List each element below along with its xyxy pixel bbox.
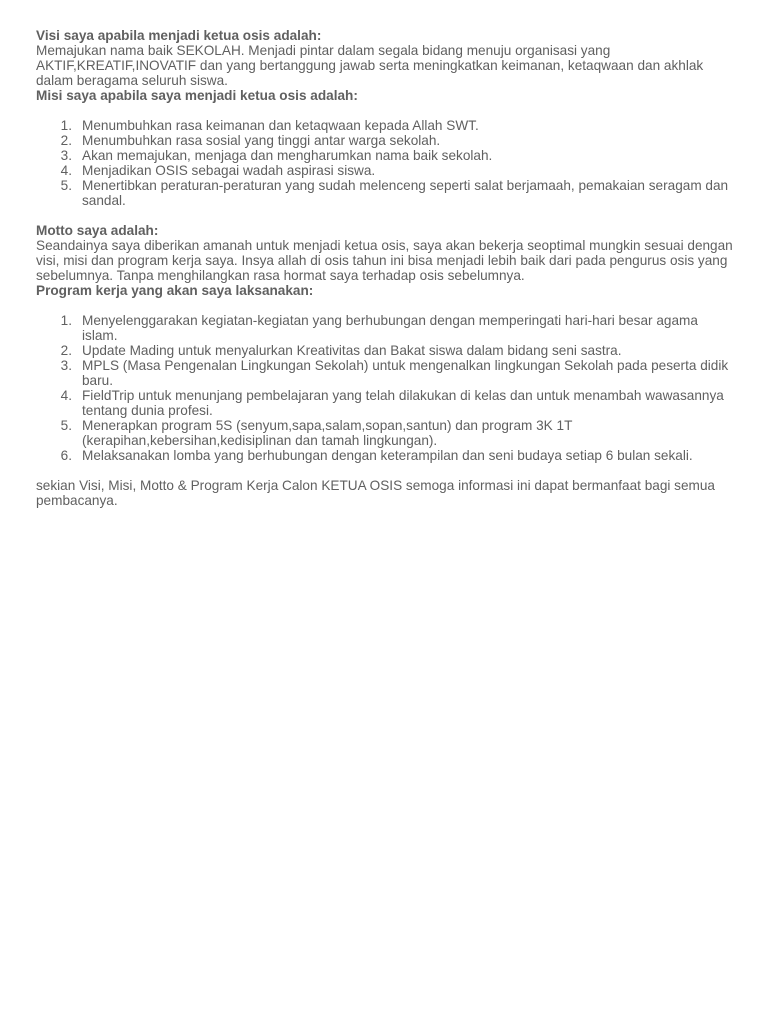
document-page <box>36 28 736 508</box>
list-number: 3. <box>60 148 72 163</box>
program-item <box>36 388 736 418</box>
misi-item <box>36 148 736 163</box>
visi-text: Memajukan nama baik SEKOLAH. Menjadi pintar dalam segala bidang menuju organisasi yang AKTIF,KREATIF,INOVATIF dan yang bertanggung jawab serta meningkatkan keimanan, ketaqwaan dan akhlak dalam beragama seluruh siswa. <box>36 43 704 88</box>
motto-heading: Motto saya adalah: <box>36 223 159 238</box>
list-item-text: Update Mading untuk menyalurkan Kreativitas dan Bakat siswa dalam bidang seni sastra. <box>82 343 622 358</box>
misi-item <box>36 163 736 178</box>
misi-list <box>36 118 736 208</box>
motto-text: Seandainya saya diberikan amanah untuk menjadi ketua osis, saya akan bekerja seoptimal mungkin sesuai dengan visi, misi dan program kerja saya. Insya allah di osis tahun ini bisa menjadi lebih baik dari pada pengurus osis yang sebelumnya. Tanpa menghilangkan rasa hormat saya terhadap osis sebelumnya. <box>36 238 733 283</box>
list-number: 1. <box>60 118 72 133</box>
misi-item <box>36 133 736 148</box>
list-item-text: Menumbuhkan rasa keimanan dan ketaqwaan kepada Allah SWT. <box>82 118 479 133</box>
list-number: 4. <box>60 388 72 403</box>
program-item <box>36 448 736 463</box>
list-item-text: Menyelenggarakan kegiatan-kegiatan yang berhubungan dengan memperingati hari-hari besar agama islam. <box>82 313 698 343</box>
program-heading: Program kerja yang akan saya laksanakan: <box>36 283 314 298</box>
program-item <box>36 418 736 448</box>
list-number: 3. <box>60 358 72 373</box>
visi-heading: Visi saya apabila menjadi ketua osis adalah: <box>36 28 322 43</box>
list-number: 1. <box>60 313 72 328</box>
closing-text: sekian Visi, Misi, Motto & Program Kerja Calon KETUA OSIS semoga informasi ini dapat bermanfaat bagi semua pembacanya. <box>36 478 715 508</box>
list-item-text: Akan memajukan, menjaga dan mengharumkan nama baik sekolah. <box>82 148 493 163</box>
list-number: 6. <box>60 448 72 463</box>
program-list <box>36 313 736 463</box>
list-item-text: Menumbuhkan rasa sosial yang tinggi antar warga sekolah. <box>82 133 441 148</box>
list-item-text: Melaksanakan lomba yang berhubungan dengan keterampilan dan seni budaya setiap 6 bulan sekali. <box>82 448 693 463</box>
list-item-text: Menjadikan OSIS sebagai wadah aspirasi siswa. <box>82 163 376 178</box>
misi-item <box>36 118 736 133</box>
list-number: 4. <box>60 163 72 178</box>
list-number: 2. <box>60 343 72 358</box>
list-number: 2. <box>60 133 72 148</box>
list-number: 5. <box>60 418 72 433</box>
program-item <box>36 343 736 358</box>
list-number: 5. <box>60 178 72 193</box>
list-item-text: MPLS (Masa Pengenalan Lingkungan Sekolah) untuk mengenalkan lingkungan Sekolah pada peserta didik baru. <box>82 358 729 388</box>
list-item-text: Menerapkan program 5S (senyum,sapa,salam,sopan,santun) dan program 3K 1T (kerapihan,kebersihan,kedisiplinan dan tamah lingkungan). <box>82 418 573 448</box>
program-item <box>36 313 736 343</box>
misi-item <box>36 178 736 208</box>
misi-heading: Misi saya apabila saya menjadi ketua osis adalah: <box>36 88 358 103</box>
list-item-text: FieldTrip untuk menunjang pembelajaran yang telah dilakukan di kelas dan untuk menambah wawasannya tentang dunia profesi. <box>82 388 724 418</box>
program-item <box>36 358 736 388</box>
list-item-text: Menertibkan peraturan-peraturan yang sudah melenceng seperti salat berjamaah, pemakaian seragam dan sandal. <box>82 178 729 208</box>
